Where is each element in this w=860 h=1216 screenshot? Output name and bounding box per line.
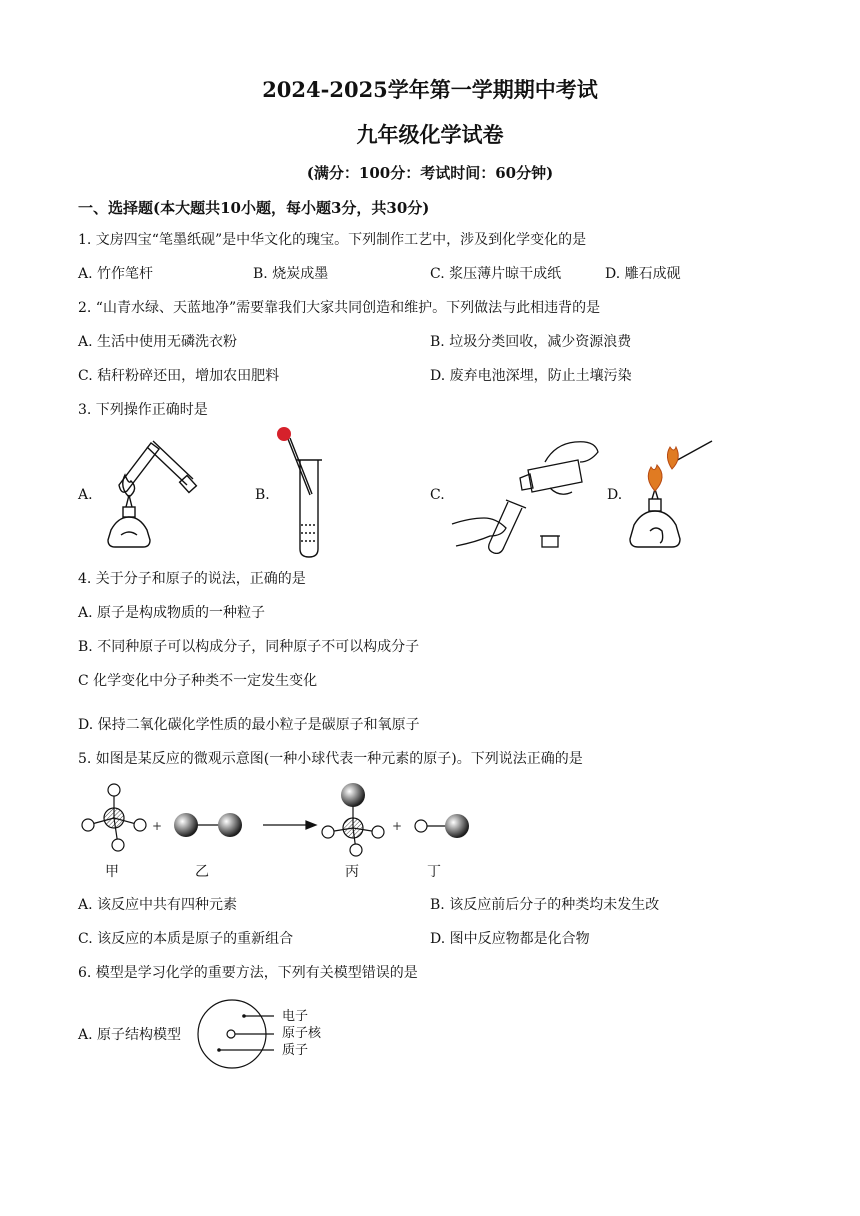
- q4-option-b: B. 不同种原子可以构成分子，同种原子不可以构成分子: [78, 639, 420, 655]
- q1-option-b: B. 烧炭成墨: [253, 266, 329, 282]
- q6-label-electron: 电子: [282, 1009, 309, 1024]
- q1-option-a: A. 竹作笔杆: [78, 266, 154, 282]
- q2-option-a: A. 生活中使用无磷洗衣粉: [78, 334, 238, 350]
- q3-figure-c-pouring-icon: [450, 432, 600, 557]
- q5-reaction-diagram: [78, 780, 498, 855]
- q2-option-c: C. 秸秆粉碎还田，增加农田肥料: [78, 368, 280, 384]
- q4-option-d: D. 保持二氧化碳化学性质的最小粒子是碳原子和氧原子: [78, 717, 420, 733]
- q6-stem: 6. 模型是学习化学的重要方法，下列有关模型错误的是: [78, 965, 418, 981]
- q5-label-jia: 甲: [105, 864, 119, 880]
- q1-stem: 1. 文房四宝“笔墨纸砚”是中华文化的瑰宝。下列制作工艺中，涉及到化学变化的是: [78, 232, 587, 248]
- q3-option-b: B.: [255, 487, 270, 503]
- exam-info: (满分：100分：考试时间：60分钟): [306, 164, 554, 182]
- q1-option-c: C. 浆压薄片晾干成纸: [430, 266, 562, 282]
- exam-title: 2024-2025学年第一学期期中考试: [262, 77, 598, 102]
- q6-option-a: A. 原子结构模型: [78, 1027, 182, 1043]
- q1-option-d: D. 雕石成砚: [605, 266, 681, 282]
- q5-label-yi: 乙: [195, 864, 209, 880]
- q2-stem: 2. “山青水绿、天蓝地净”需要靠我们大家共同创造和维护。下列做法与此相违背的是: [78, 300, 601, 316]
- q4-stem: 4. 关于分子和原子的说法，正确的是: [78, 571, 306, 587]
- q6-label-nucleus: 原子核: [282, 1026, 322, 1041]
- exam-subtitle: 九年级化学试卷: [356, 122, 504, 147]
- q3-figure-a-heating-icon: [95, 435, 205, 550]
- q3-option-d: D.: [607, 487, 623, 503]
- q2-option-d: D. 废弃电池深埋，防止土壤污染: [430, 368, 632, 384]
- q5-option-d: D. 图中反应物都是化合物: [430, 931, 590, 947]
- q3-figure-b-dropper-icon: [270, 425, 330, 560]
- q6-label-proton: 质子: [282, 1043, 309, 1058]
- q5-plus-1: +: [152, 819, 163, 833]
- q5-option-a: A. 该反应中共有四种元素: [78, 897, 238, 913]
- section-heading: 一、选择题(本大题共10小题，每小题3分，共30分): [78, 199, 430, 217]
- q5-label-ding: 丁: [427, 864, 441, 880]
- q5-option-c: C. 该反应的本质是原子的重新组合: [78, 931, 294, 947]
- q3-figure-d-lamp-lighting-icon: [620, 435, 720, 550]
- q5-stem: 5. 如图是某反应的微观示意图(一种小球代表一种元素的原子)。下列说法正确的是: [78, 751, 583, 767]
- q5-option-b: B. 该反应前后分子的种类均未发生改: [430, 897, 660, 913]
- q6-atom-model-diagram: [190, 998, 280, 1070]
- q5-label-bing: 丙: [345, 864, 359, 880]
- q4-option-c: C 化学变化中分子种类不一定发生变化: [78, 673, 318, 689]
- q3-stem: 3. 下列操作正确时是: [78, 402, 208, 418]
- q3-option-a: A.: [78, 487, 93, 503]
- q5-plus-2: +: [392, 819, 403, 833]
- q3-option-c: C.: [430, 487, 445, 503]
- q4-option-a: A. 原子是构成物质的一种粒子: [78, 605, 266, 621]
- q2-option-b: B. 垃圾分类回收，减少资源浪费: [430, 334, 632, 350]
